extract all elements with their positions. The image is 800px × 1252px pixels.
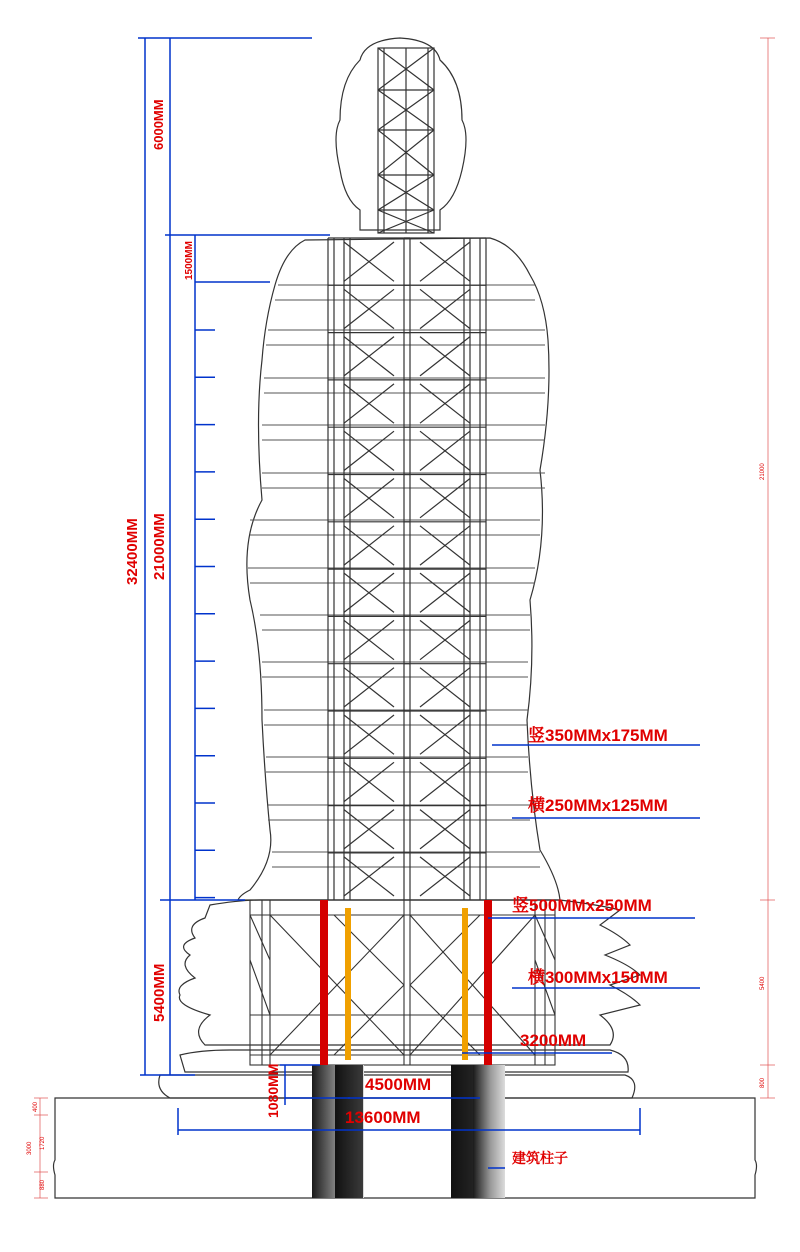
dim-base-height: 5400MM bbox=[151, 963, 168, 1022]
secondary-column-right bbox=[462, 908, 468, 1060]
main-column-right bbox=[484, 900, 492, 1065]
secondary-column-left bbox=[345, 908, 351, 1060]
spec-vertical-large: 竖500MMx250MM bbox=[512, 896, 652, 915]
side-dim-left-d: 880 bbox=[40, 1179, 46, 1190]
side-dim-left-a: 400 bbox=[33, 1101, 39, 1112]
load-columns bbox=[320, 900, 492, 1065]
head-lattice bbox=[378, 48, 434, 233]
dim-total-height: 32400MM bbox=[124, 518, 141, 585]
main-tower bbox=[328, 238, 486, 900]
main-column-left bbox=[320, 900, 328, 1065]
dim-base-offset: 1080MM bbox=[265, 1063, 281, 1118]
body-horizontal-ribs bbox=[248, 285, 545, 867]
spec-horizontal-large: 横300MMx150MM bbox=[528, 968, 668, 987]
side-dim-left-c: 3000 bbox=[27, 1141, 33, 1155]
dim-column-spacing: 4500MM bbox=[365, 1075, 432, 1094]
spec-horizontal-small: 横250MMx125MM bbox=[528, 796, 668, 815]
base-frame bbox=[250, 900, 555, 1065]
dim-body-height: 21000MM bbox=[151, 513, 168, 580]
building-column-label: 建筑柱子 bbox=[512, 1150, 568, 1166]
dim-head-height: 6000MM bbox=[151, 99, 166, 150]
side-dim-right-base: 5400 bbox=[760, 976, 766, 990]
body-scale-ticks bbox=[195, 330, 215, 898]
side-dim-right-bottom: 800 bbox=[760, 1077, 766, 1088]
spec-vertical-small: 竖350MMx175MM bbox=[528, 726, 668, 745]
dim-base-width: 13600MM bbox=[345, 1108, 421, 1127]
side-dim-left-b: 1720 bbox=[40, 1136, 46, 1150]
dim-inner-width: 3200MM bbox=[520, 1031, 587, 1050]
dim-upper-step: 1500MM bbox=[184, 241, 195, 280]
side-dim-right-total: 21000 bbox=[760, 463, 766, 480]
